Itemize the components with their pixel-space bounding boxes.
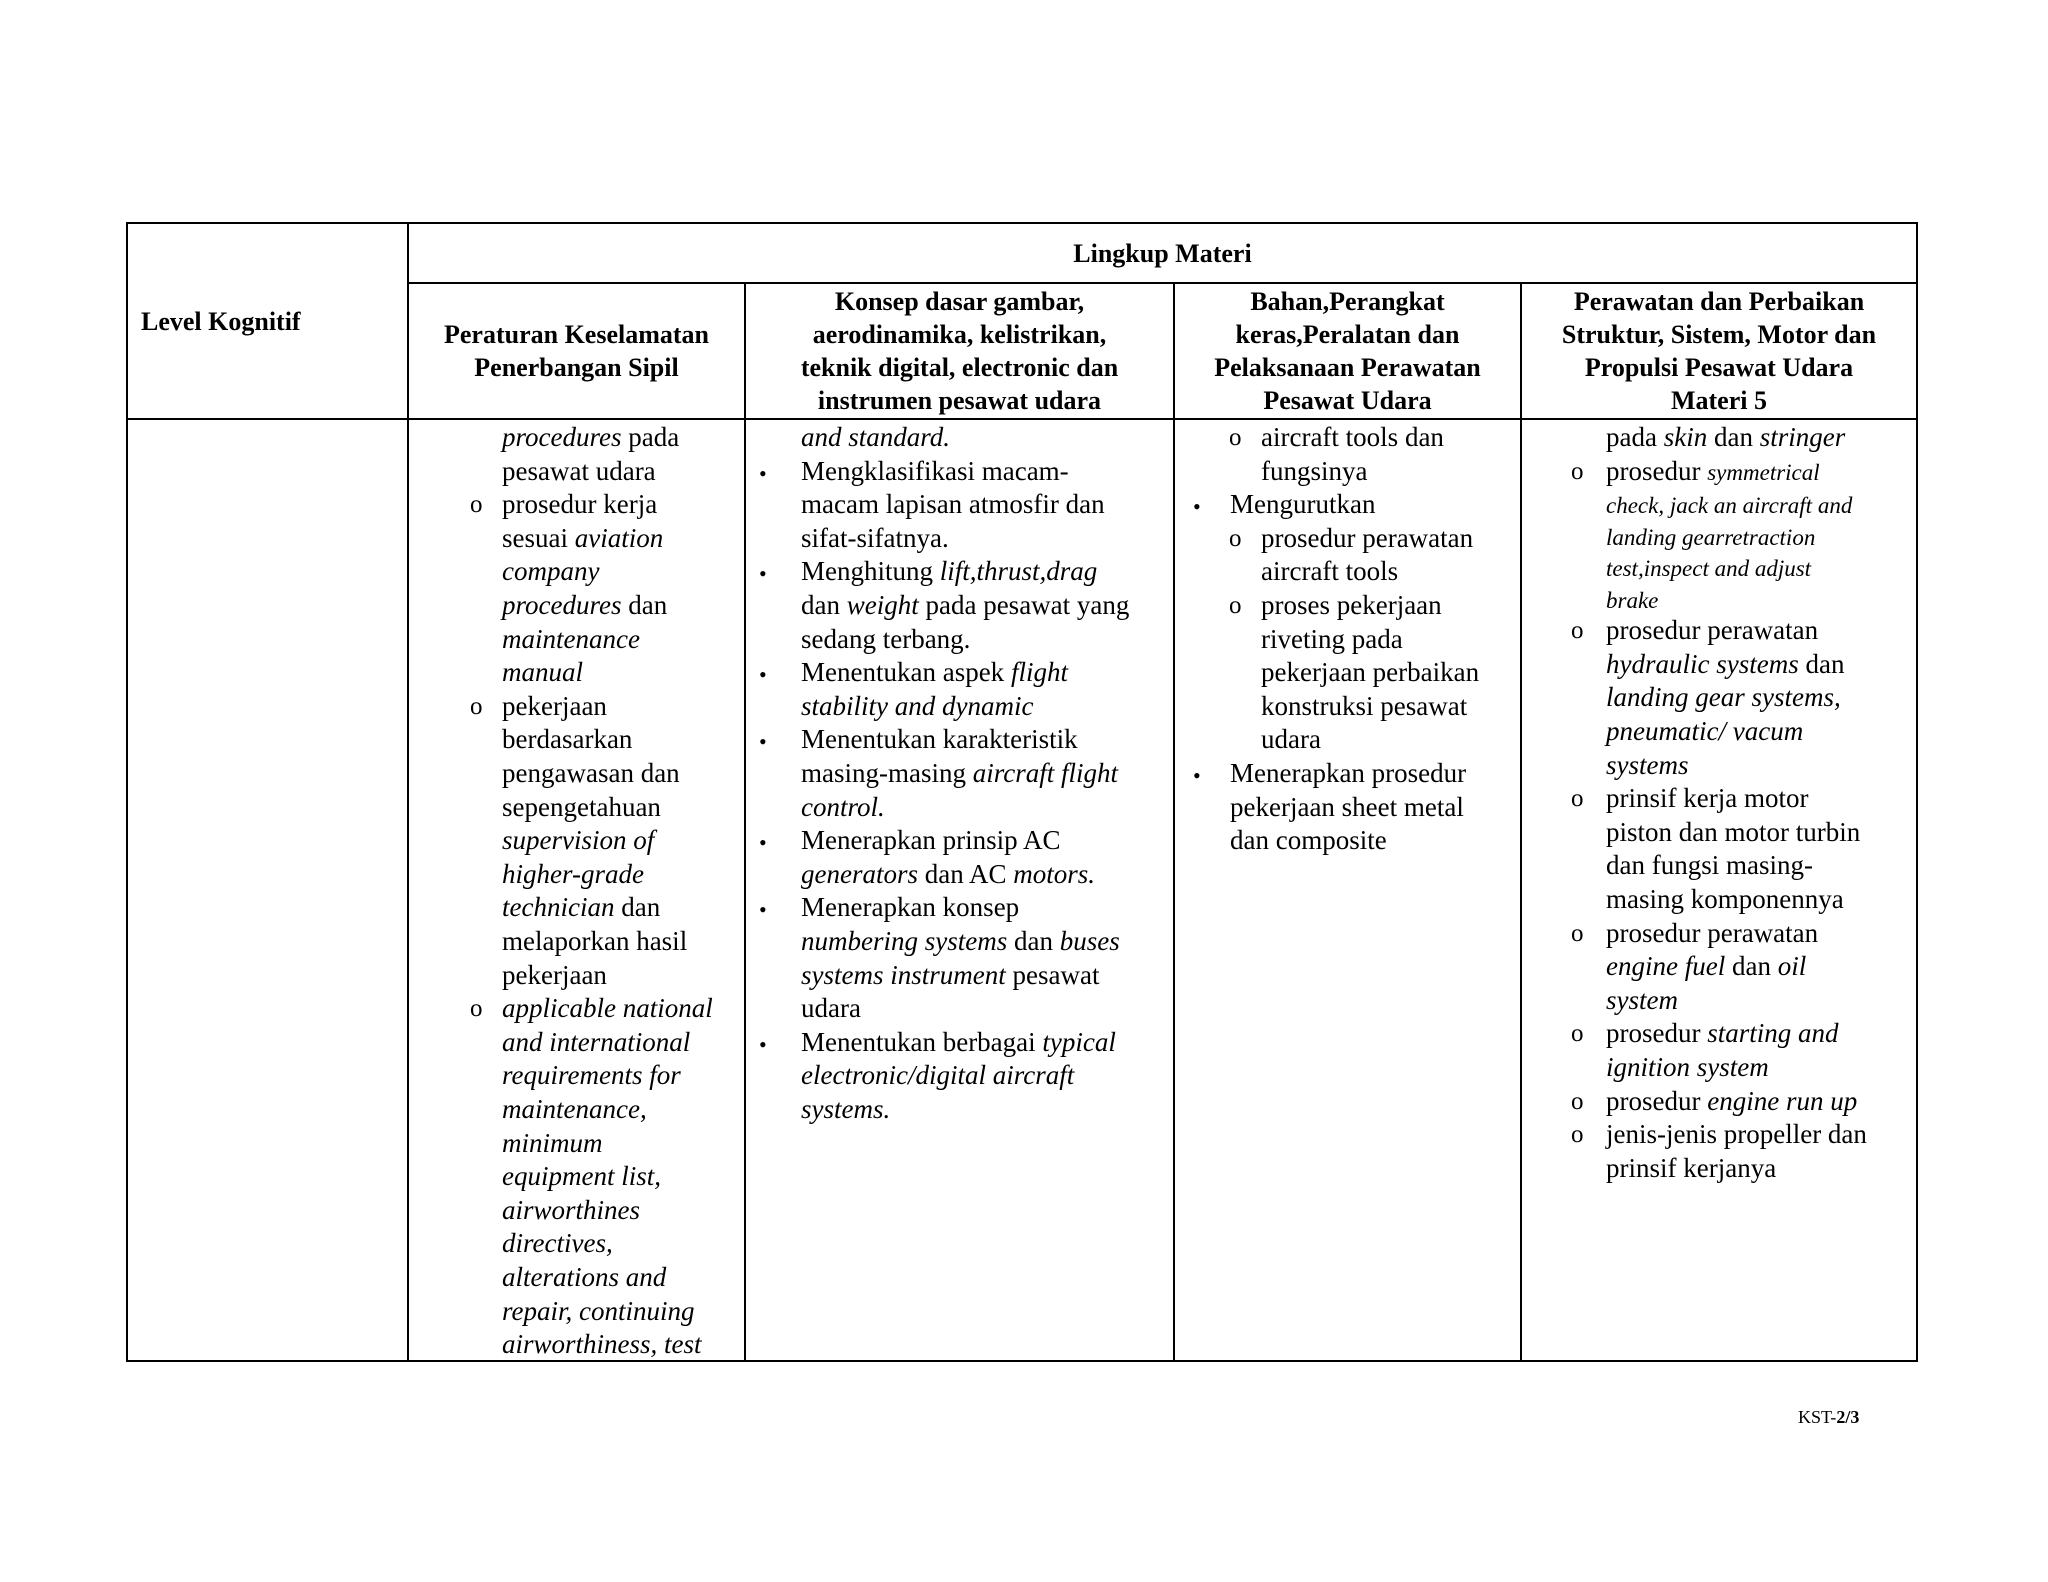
header-col-bahan-line: Bahan,Perangkat (1250, 287, 1445, 316)
cell-text-line (502, 757, 680, 791)
text-run: hydraulic systems (1606, 648, 1799, 679)
text-run: melaporkan hasil (502, 926, 688, 956)
cell-text-line (1606, 715, 1803, 749)
text-run: pekerjaan (502, 959, 607, 990)
text-run: dan fungsi masing- (1606, 850, 1813, 881)
text-run: pada (1606, 422, 1664, 452)
header-col-perawatan-line: Materi 5 (1670, 386, 1767, 415)
text-run: electronic/digital aircraft (801, 1060, 1075, 1091)
circle-bullet-icon: o (470, 692, 483, 720)
cell-text-line (801, 1093, 890, 1127)
bullet-icon: • (759, 729, 767, 755)
cell-text-line (1606, 520, 1815, 555)
cell-text-line (502, 690, 607, 724)
cell-text-line (1606, 583, 1658, 618)
cell-text-line (801, 959, 1099, 993)
text-run: equipment list, (502, 1161, 661, 1192)
text-run: control. (801, 791, 885, 822)
bullet-icon: • (759, 662, 767, 688)
text-run: company (502, 556, 600, 587)
cell-level-kognitif (128, 420, 407, 1360)
text-run: supervision of (502, 825, 655, 856)
cell-text-line (801, 791, 885, 825)
text-run: Mengklasifikasi macam- (801, 455, 1069, 486)
cell-text-line (502, 824, 654, 858)
text-run: ignition system (1606, 1052, 1769, 1082)
text-run: aviation (574, 522, 664, 553)
cell-text-line (801, 690, 1033, 724)
cell-text-line (1606, 488, 1852, 523)
cell-text-line (1230, 757, 1466, 791)
text-run: procedures (502, 422, 622, 452)
text-run: aircraft tools (1261, 556, 1399, 587)
cell-text-line (801, 522, 949, 556)
page-footer (1798, 1407, 1859, 1428)
footer-page-number: 2/3 (1836, 1407, 1860, 1427)
text-run: pada pesawat yang (918, 590, 1130, 620)
text-run: dan composite (1230, 825, 1387, 856)
col-divider-3 (1173, 282, 1175, 1362)
cell-text-line (1606, 1118, 1867, 1152)
header-col-perawatan (1522, 284, 1916, 418)
cell-text-line (502, 656, 583, 690)
cell-text-line (1261, 522, 1473, 556)
text-run: pneumatic/ vacum (1606, 716, 1804, 746)
text-run: prosedur (1606, 1018, 1708, 1049)
col-divider-2 (744, 282, 746, 1362)
header-level-kognitif-text: Level Kognitif (141, 306, 301, 336)
cell-text-line (502, 959, 607, 993)
cell-text-line (502, 1227, 613, 1261)
header-col-konsep-line: aerodinamika, kelistrikan, (812, 320, 1107, 349)
cell-text-line (801, 992, 861, 1026)
text-run: riveting pada (1261, 623, 1403, 654)
cell-text-line (1261, 656, 1479, 690)
cell-text-line (1261, 723, 1321, 757)
header-col-perawatan-line: Perawatan dan Perbaikan (1573, 287, 1865, 316)
cell-text-line (1230, 824, 1387, 858)
circle-bullet-icon: o (470, 491, 483, 519)
text-run: prosedur perawatan (1606, 615, 1819, 646)
cell-text-line (1606, 950, 1806, 984)
header-col-konsep (746, 284, 1173, 418)
cell-text-line (1261, 555, 1398, 589)
text-run: pengawasan dan (502, 758, 680, 788)
text-run: skin (1663, 422, 1708, 452)
cell-text-line (1606, 1017, 1839, 1051)
cell-text-line (1261, 690, 1467, 724)
text-run: maintenance (502, 623, 640, 654)
cell-text-line (1261, 421, 1444, 455)
text-run: manual (502, 657, 583, 688)
cell-text-line (1606, 614, 1818, 648)
header-col-bahan-line: Pesawat Udara (1263, 386, 1432, 415)
cell-text-line (502, 791, 661, 825)
cell-text-line (502, 421, 679, 455)
cell-text-line (1606, 1085, 1857, 1119)
cell-text-line (1261, 589, 1442, 623)
text-run: system (1606, 984, 1678, 1015)
cell-text-line (1606, 1152, 1776, 1186)
text-run: systems (1606, 749, 1689, 780)
text-run: requirements for (502, 1060, 681, 1091)
cell-text-line (502, 1026, 690, 1060)
text-run: udara (1261, 724, 1321, 755)
cell-text-line (801, 421, 950, 455)
text-run: systems. (801, 1094, 891, 1124)
cell-text-line (801, 723, 1078, 757)
circle-bullet-icon: o (1571, 919, 1584, 947)
circle-bullet-icon: o (1571, 1121, 1584, 1149)
text-run: Mengurutkan (1230, 489, 1376, 520)
circle-bullet-icon: o (1229, 424, 1242, 451)
bullet-icon: • (759, 561, 767, 587)
text-run: stability and dynamic (801, 690, 1034, 721)
text-run: pesawat (1005, 959, 1100, 990)
text-run: and international (502, 1026, 691, 1057)
cell-text-line (502, 891, 660, 925)
bullet-icon: • (759, 897, 767, 923)
text-run: Menentukan aspek (801, 657, 1011, 688)
text-run: konstruksi pesawat (1261, 690, 1468, 721)
circle-bullet-icon: o (1571, 1020, 1584, 1048)
cell-text-line (1606, 883, 1844, 917)
header-col-bahan (1175, 284, 1520, 418)
cell-text-line (1606, 421, 1845, 455)
table-bottom-border (127, 1360, 1917, 1362)
cell-text-line (502, 992, 713, 1026)
cell-text-line (801, 824, 1060, 858)
text-run: check, jack an aircraft and (1606, 493, 1853, 519)
text-run: sedang terbang. (801, 623, 971, 654)
circle-bullet-icon: o (1229, 592, 1242, 619)
text-run: brake (1606, 587, 1659, 613)
text-run: pada (621, 422, 680, 452)
text-run: prinsif kerjanya (1606, 1152, 1777, 1183)
cell-text-line (1606, 681, 1841, 715)
text-run: prosedur (1606, 455, 1708, 486)
cell-text-line (502, 1093, 647, 1127)
cell-text-line (502, 623, 640, 657)
cell-text-line (801, 858, 1095, 892)
bullet-icon: • (1193, 763, 1201, 788)
cell-text-line (801, 925, 1120, 959)
cell-text-line (801, 656, 1068, 690)
header-col-peraturan-line: Penerbangan Sipil (474, 353, 679, 382)
cell-text-line (502, 1295, 695, 1329)
header-col-konsep-line: Konsep dasar gambar, (834, 287, 1085, 316)
text-run: macam lapisan atmosfir dan (801, 489, 1105, 520)
cell-text-line (801, 757, 1118, 791)
cell-text-line (1230, 791, 1464, 825)
bullet-icon: • (759, 460, 767, 486)
text-run: Menghitung (801, 556, 940, 587)
text-run: numbering systems (801, 926, 1008, 956)
header-col-bahan-line: Pelaksanaan Perawatan (1214, 353, 1481, 382)
text-run: prosedur kerja (502, 489, 658, 520)
header-lingkup-materi-text: Lingkup Materi (1073, 238, 1252, 268)
circle-bullet-icon: o (470, 995, 483, 1023)
cell-text-line (801, 1059, 1074, 1093)
text-run: Menerapkan prinsip AC (801, 825, 1061, 856)
text-run: typical (1042, 1026, 1116, 1057)
text-run: lift,thrust,drag (939, 556, 1098, 587)
cell-text-line (801, 455, 1069, 489)
text-run: maintenance, (502, 1094, 647, 1124)
text-run: Menentukan berbagai (801, 1026, 1043, 1057)
cell-text-line (801, 555, 1097, 589)
cell-text-line (1606, 816, 1860, 850)
bullet-icon: • (759, 830, 767, 856)
text-run: engine run up (1707, 1085, 1858, 1116)
text-run: stringer (1759, 422, 1846, 452)
text-run: repair, continuing (502, 1295, 695, 1326)
text-run: weight (846, 590, 919, 620)
text-run: airworthiness, test (502, 1329, 702, 1360)
cell-text-line (502, 1059, 681, 1093)
text-run: alterations and (502, 1262, 667, 1292)
cell-text-line (502, 1261, 666, 1295)
text-run: piston dan motor turbin (1606, 816, 1861, 847)
cell-text-line (1230, 488, 1375, 522)
header-level-kognitif (127, 224, 407, 418)
text-run: dan (1707, 422, 1760, 452)
text-run: buses (1059, 926, 1120, 956)
text-run: landing gearretraction (1606, 524, 1816, 550)
cell-text-line (801, 488, 1105, 522)
header-col-peraturan (409, 284, 744, 418)
header-col-bahan-line: keras,Peralatan dan (1235, 320, 1460, 349)
text-run: systems instrument (801, 959, 1006, 990)
text-run: jenis-jenis propeller dan (1606, 1119, 1867, 1150)
cell-text-line (1261, 623, 1403, 657)
circle-bullet-icon: o (1571, 617, 1584, 645)
text-run: aircraft tools dan (1261, 422, 1444, 452)
cell-text-line (1606, 455, 1820, 490)
text-run: procedures (502, 590, 622, 620)
cell-text-line (502, 1328, 702, 1362)
header-lingkup-materi (409, 224, 1916, 282)
circle-bullet-icon: o (1571, 1087, 1584, 1115)
text-run: prosedur perawatan (1261, 522, 1474, 553)
text-run: prosedur (1606, 1085, 1708, 1116)
cell-text-line (801, 623, 970, 657)
text-run: motors. (1013, 858, 1096, 889)
cell-text-line (502, 455, 656, 489)
text-run: Menentukan karakteristik (801, 724, 1078, 755)
cell-text-line (502, 1194, 640, 1228)
text-run: pekerjaan sheet metal (1230, 791, 1464, 822)
text-run: test,inspect and adjust (1606, 556, 1812, 582)
text-run: starting and (1707, 1018, 1839, 1049)
cell-text-line (1606, 648, 1844, 682)
cell-text-line (1261, 455, 1367, 489)
text-run: dan (621, 590, 668, 620)
circle-bullet-icon: o (1571, 457, 1584, 485)
bullet-icon: • (759, 1031, 767, 1057)
text-run: sifat-sifatnya. (801, 522, 949, 553)
text-run: aircraft flight (972, 758, 1118, 788)
cell-text-line (801, 589, 1129, 623)
text-run: landing gear systems, (1606, 682, 1841, 713)
col-divider-4 (1520, 282, 1522, 1362)
cell-text-line (502, 488, 657, 522)
cell-text-line (502, 555, 599, 589)
text-run: prinsif kerja motor (1606, 783, 1809, 814)
header-col-perawatan-line: Propulsi Pesawat Udara (1584, 353, 1854, 382)
cell-text-line (1606, 749, 1689, 783)
text-run: masing-masing (801, 758, 973, 788)
text-run: flight (1010, 657, 1068, 688)
text-run: dan (614, 892, 661, 923)
cell-text-line (1606, 782, 1808, 816)
text-run: Menerapkan konsep (801, 892, 1020, 923)
text-run: sesuai (502, 522, 575, 553)
cell-text-line (801, 891, 1019, 925)
text-run: airworthines (502, 1194, 641, 1225)
cell-text-line (502, 1160, 661, 1194)
text-run: directives, (502, 1228, 613, 1259)
header-col-perawatan-line: Struktur, Sistem, Motor dan (1561, 320, 1877, 349)
text-run: oil (1777, 951, 1807, 982)
header-col-konsep-line: instrumen pesawat udara (817, 386, 1102, 415)
text-run: dan (801, 590, 847, 620)
text-run: pekerjaan perbaikan (1261, 657, 1480, 688)
text-run: dan (1798, 648, 1845, 679)
cell-text-line (1606, 984, 1678, 1018)
header-col-peraturan-line: Peraturan Keselamatan (443, 320, 709, 349)
cell-text-line (1606, 1051, 1769, 1085)
text-run: dan (1725, 951, 1778, 982)
text-run: proses pekerjaan (1261, 590, 1442, 620)
text-run: generators (801, 858, 918, 889)
circle-bullet-icon: o (1229, 524, 1242, 552)
table-right-border (1916, 222, 1918, 1362)
cell-text-line (502, 1127, 603, 1161)
cell-text-line (502, 522, 663, 556)
circle-bullet-icon: o (1571, 785, 1584, 813)
cell-text-line (502, 723, 632, 757)
cell-text-line (502, 858, 644, 892)
text-run: dan AC (918, 858, 1014, 889)
cell-text-line (1606, 849, 1813, 883)
header-col-konsep-line: teknik digital, electronic dan (800, 353, 1119, 382)
footer-prefix: KST- (1798, 1407, 1837, 1427)
text-run: masing komponennya (1606, 884, 1844, 914)
text-run: Menerapkan prosedur (1230, 758, 1467, 788)
text-run: and standard. (801, 422, 951, 452)
text-run: technician (502, 892, 615, 923)
text-run: fungsinya (1261, 455, 1368, 486)
bullet-icon: • (1193, 494, 1201, 520)
text-run: symmetrical (1707, 459, 1820, 485)
text-run: higher-grade (502, 858, 644, 889)
text-run: pekerjaan (502, 690, 607, 721)
text-run: minimum (502, 1127, 603, 1158)
cell-text-line (1606, 917, 1818, 951)
text-run: sepengetahuan (502, 791, 661, 822)
text-run: udara (801, 993, 861, 1024)
text-run: engine fuel (1606, 951, 1726, 982)
text-run: prosedur perawatan (1606, 917, 1819, 948)
cell-text-line (502, 925, 687, 959)
text-run: applicable national (502, 993, 713, 1024)
cell-text-line (801, 1026, 1116, 1060)
cell-text-line (502, 589, 667, 623)
text-run: pesawat udara (502, 455, 656, 486)
text-run: berdasarkan (502, 724, 633, 755)
text-run: dan (1007, 926, 1060, 956)
cell-text-line (1606, 551, 1811, 586)
